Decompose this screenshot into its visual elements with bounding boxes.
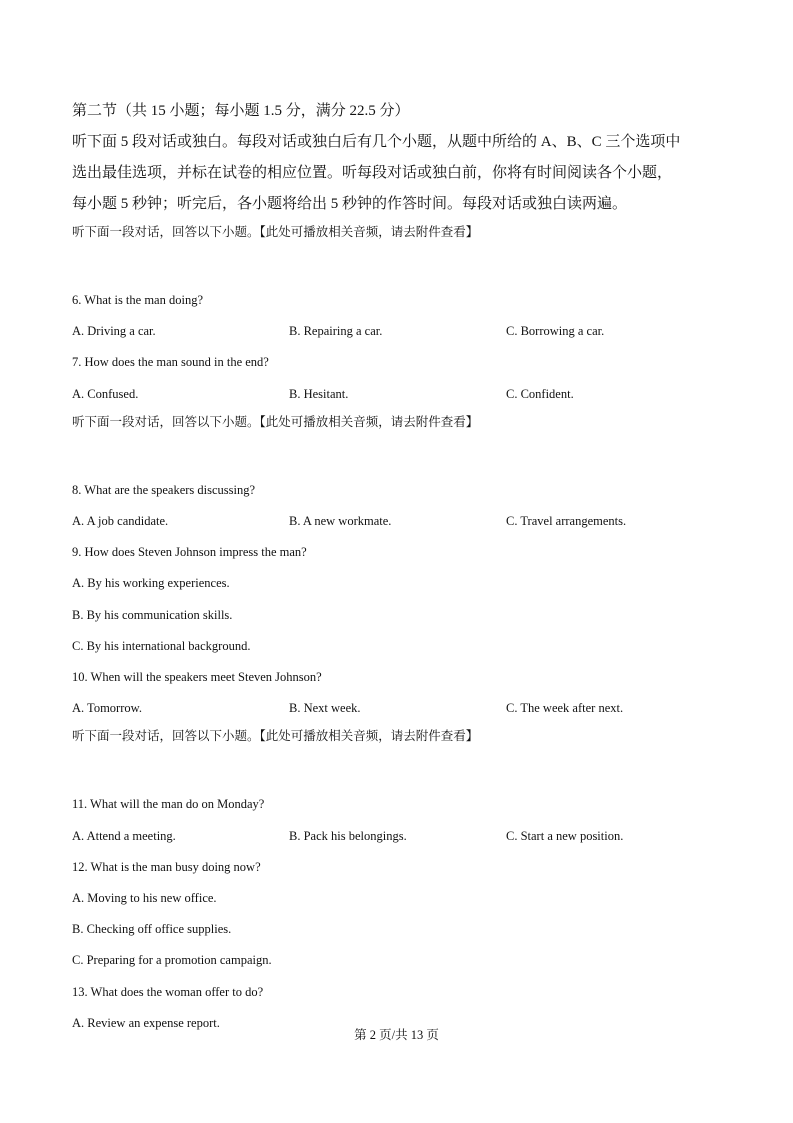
- answer-option: C. The week after next.: [506, 701, 624, 716]
- answer-option: B. Hesitant.: [289, 386, 349, 401]
- answer-option: C. Confident.: [506, 386, 574, 401]
- options-row: [72, 379, 722, 410]
- section-title: 第二节（共 15 小题；每小题 1.5 分，满分 22.5 分）: [72, 103, 410, 119]
- options-row: [72, 693, 722, 724]
- spacer: [72, 242, 722, 285]
- audio-note: 听下面一段对话，回答以下小题。【此处可播放相关音频，请去附件查看】: [72, 414, 479, 429]
- dialogue-group: [72, 726, 722, 1039]
- answer-option: A. A job candidate.: [72, 514, 169, 529]
- question-stem: 12. What is the man busy doing now?: [72, 859, 261, 874]
- answer-option: C. Preparing for a promotion campaign.: [72, 953, 272, 968]
- question-stem: 13. What does the woman offer to do?: [72, 984, 264, 999]
- question-stem: 8. What are the speakers discussing?: [72, 482, 256, 497]
- spacer: [72, 746, 722, 789]
- dialogue-group: [72, 412, 722, 725]
- answer-option: B. Next week.: [289, 701, 361, 716]
- question-stem: 6. What is the man doing?: [72, 293, 203, 307]
- question-stem: 11. What will the man do on Monday?: [72, 797, 265, 812]
- question-stem: 10. When will the speakers meet Steven Johnson?: [72, 670, 322, 685]
- dialogue-group: [72, 222, 722, 410]
- answer-option: C. Travel arrangements.: [506, 514, 627, 529]
- answer-option: B. A new workmate.: [289, 514, 392, 529]
- answer-option: A. Tomorrow.: [72, 701, 142, 716]
- spacer: [72, 432, 722, 475]
- answer-option: A. Moving to his new office.: [72, 891, 217, 906]
- question-groups: [72, 222, 722, 1039]
- question-stem: 7. How does the man sound in the end?: [72, 355, 269, 370]
- answer-option: B. By his communication skills.: [72, 607, 233, 622]
- answer-option: A. Driving a car.: [72, 324, 156, 339]
- question-stem: 9. How does Steven Johnson impress the man?: [72, 545, 307, 560]
- answer-option: B. Checking off office supplies.: [72, 922, 232, 937]
- answer-option: C. Borrowing a car.: [506, 324, 605, 339]
- answer-option: C. Start a new position.: [506, 828, 624, 843]
- answer-option: A. Attend a meeting.: [72, 828, 176, 843]
- answer-option: A. By his working experiences.: [72, 576, 230, 591]
- audio-note: 听下面一段对话，回答以下小题。【此处可播放相关音频，请去附件查看】: [72, 729, 479, 744]
- answer-option: B. Repairing a car.: [289, 324, 383, 339]
- page-footer: 第 2 页/共 13 页: [354, 1028, 439, 1042]
- audio-note: 听下面一段对话，回答以下小题。【此处可播放相关音频，请去附件查看】: [72, 225, 479, 239]
- instruction-line: 听下面 5 段对话或独白。每段对话或独白后有几个小题，从题中所给的 A、B、C 三个选项中: [72, 134, 681, 150]
- instruction-line: 每小题 5 秒钟；听完后，各小题将给出 5 秒钟的作答时间。每段对话或独白读两遍。: [72, 196, 628, 212]
- options-row: [72, 506, 722, 537]
- answer-option: A. Confused.: [72, 386, 139, 401]
- answer-option: A. Review an expense report.: [72, 1015, 220, 1030]
- answer-option: B. Pack his belongings.: [289, 828, 407, 843]
- options-row: [72, 316, 722, 347]
- options-row: [72, 821, 722, 852]
- section-instructions: [72, 127, 722, 220]
- instruction-line: 选出最佳选项，并标在试卷的相应位置。听每段对话或独白前，你将有时间阅读各个小题，: [72, 165, 673, 181]
- document-page: [72, 96, 722, 1039]
- answer-option: C. By his international background.: [72, 638, 251, 653]
